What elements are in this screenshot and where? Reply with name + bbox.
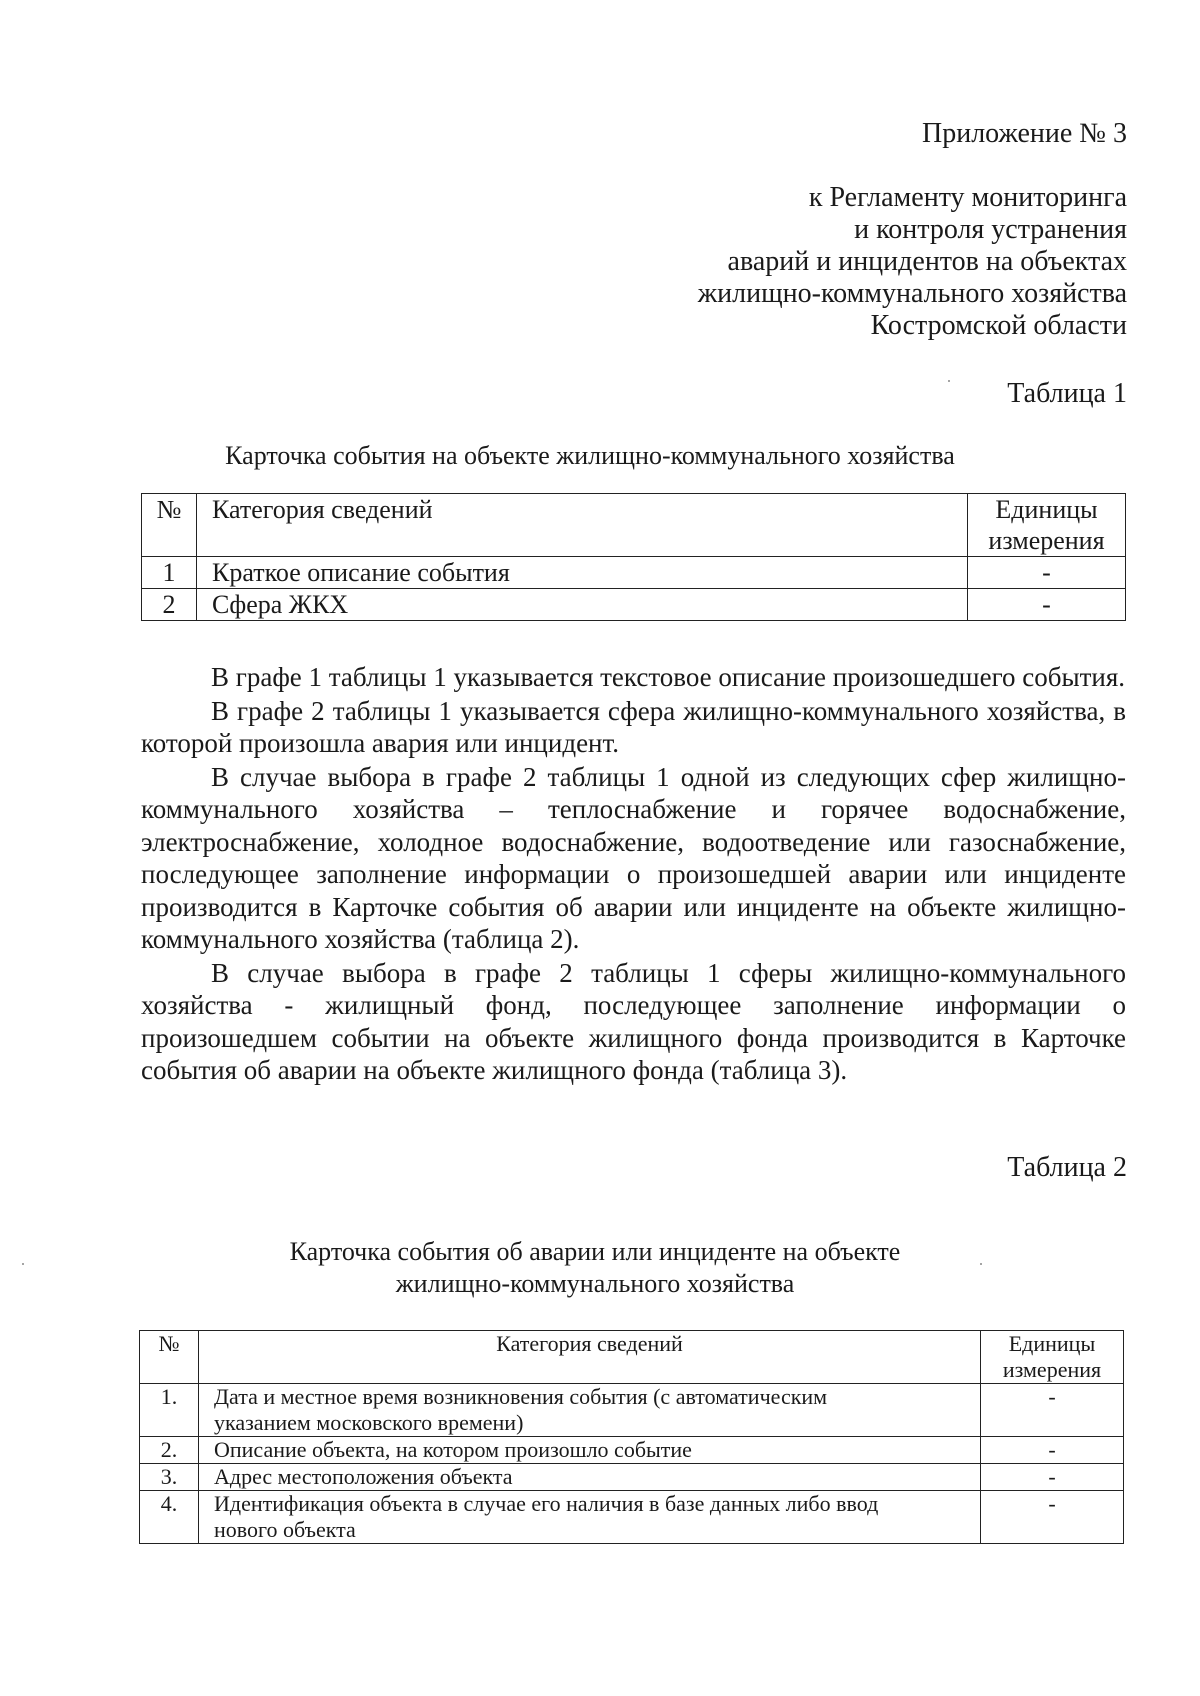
header-unit-line: измерения — [1002, 1357, 1102, 1382]
row-unit: - — [981, 1491, 1124, 1544]
header-category: Категория сведений — [197, 494, 968, 557]
row-category-line: указанием московского времени) — [214, 1410, 524, 1435]
row-unit: - — [968, 589, 1126, 621]
header-unit-line: Единицы — [1008, 1331, 1096, 1356]
row-category: Краткое описание события — [197, 557, 968, 589]
paragraph: В случае выбора в графе 2 таблицы 1 сферы жилищно-коммунального хозяйства - жилищный фонд, последующее заполнение информации о произошедшем событии на объекте жилищного фонда производится в Карточке события об аварии на объекте жилищного фонда (таблица 3). — [141, 957, 1126, 1085]
table1-title: Карточка события на объекте жилищно-коммунального хозяйства — [225, 441, 955, 470]
regulation-line: к Регламенту мониторинга — [808, 182, 1127, 213]
row-num: 4. — [140, 1491, 199, 1544]
paragraph: В графе 1 таблицы 1 указывается текстовое описание произошедшего события. — [211, 662, 1126, 692]
row-category — [199, 1464, 981, 1491]
header-unit — [968, 494, 1126, 557]
paragraph: В случае выбора в графе 2 таблицы 1 одной из следующих сфер жилищно-коммунального хозяйства – теплоснабжение и горячее водоснабжение, электроснабжение, холодное водоснабжение, водоотведение или газоснабжение, последующее заполнение информации о произошедшей аварии или инциденте производится в Карточке события об аварии или инциденте на объекте жилищно-коммунального хозяйства (таблица 2). — [141, 761, 1126, 954]
header-category: Категория сведений — [199, 1331, 981, 1384]
row-category-line: Адрес местоположения объекта — [214, 1464, 513, 1489]
row-category-line: нового объекта — [214, 1517, 356, 1542]
table2 — [139, 1330, 1124, 1544]
regulation-line: Костромской области — [870, 310, 1127, 341]
table2-label: Таблица 2 — [1007, 1152, 1127, 1183]
row-category — [199, 1384, 981, 1437]
row-unit: - — [981, 1464, 1124, 1491]
row-num: 3. — [140, 1464, 199, 1491]
appendix-title: Приложение № 3 — [922, 118, 1127, 149]
table-header-row — [140, 1331, 1124, 1384]
regulation-line: и контроля устранения — [854, 214, 1127, 245]
scan-speck — [22, 1263, 24, 1265]
table-row — [140, 1491, 1124, 1544]
regulation-line: жилищно-коммунального хозяйства — [697, 278, 1127, 309]
table-header-row — [142, 494, 1126, 557]
row-num: 1. — [140, 1384, 199, 1437]
header-num: № — [142, 494, 197, 557]
row-category-line: Описание объекта, на котором произошло событие — [214, 1437, 692, 1462]
row-num: 2 — [142, 589, 197, 621]
regulation-line: аварий и инцидентов на объектах — [727, 246, 1127, 277]
scan-speck — [948, 380, 950, 382]
table2-title-line: Карточка события об аварии или инциденте на объекте — [289, 1237, 901, 1266]
row-category-line: Дата и местное время возникновения события (с автоматическим — [214, 1384, 828, 1409]
row-unit: - — [981, 1437, 1124, 1464]
table1 — [141, 493, 1126, 621]
regulation-reference — [567, 182, 1127, 342]
table-row — [140, 1437, 1124, 1464]
table-row — [140, 1464, 1124, 1491]
row-num: 1 — [142, 557, 197, 589]
header-unit-line: Единицы — [995, 495, 1098, 524]
row-category — [199, 1437, 981, 1464]
table-row — [142, 557, 1126, 589]
row-category-line: Идентификация объекта в случае его наличия в базе данных либо ввод — [214, 1491, 879, 1516]
row-category: Сфера ЖКХ — [197, 589, 968, 621]
row-unit: - — [968, 557, 1126, 589]
body-text — [141, 661, 1126, 1087]
table-row — [140, 1384, 1124, 1437]
scan-speck — [980, 1263, 982, 1265]
row-num: 2. — [140, 1437, 199, 1464]
table2-title-line: жилищно-коммунального хозяйства — [395, 1269, 795, 1298]
paragraph: В графе 2 таблицы 1 указывается сфера жилищно-коммунального хозяйства, в которой произошла авария или инцидент. — [141, 695, 1126, 758]
table-row — [142, 589, 1126, 621]
table1-label: Таблица 1 — [1007, 378, 1127, 409]
row-category — [199, 1491, 981, 1544]
header-unit-line: измерения — [988, 526, 1105, 555]
row-unit: - — [981, 1384, 1124, 1437]
header-unit — [981, 1331, 1124, 1384]
header-num: № — [140, 1331, 199, 1384]
table2-title — [230, 1236, 960, 1300]
